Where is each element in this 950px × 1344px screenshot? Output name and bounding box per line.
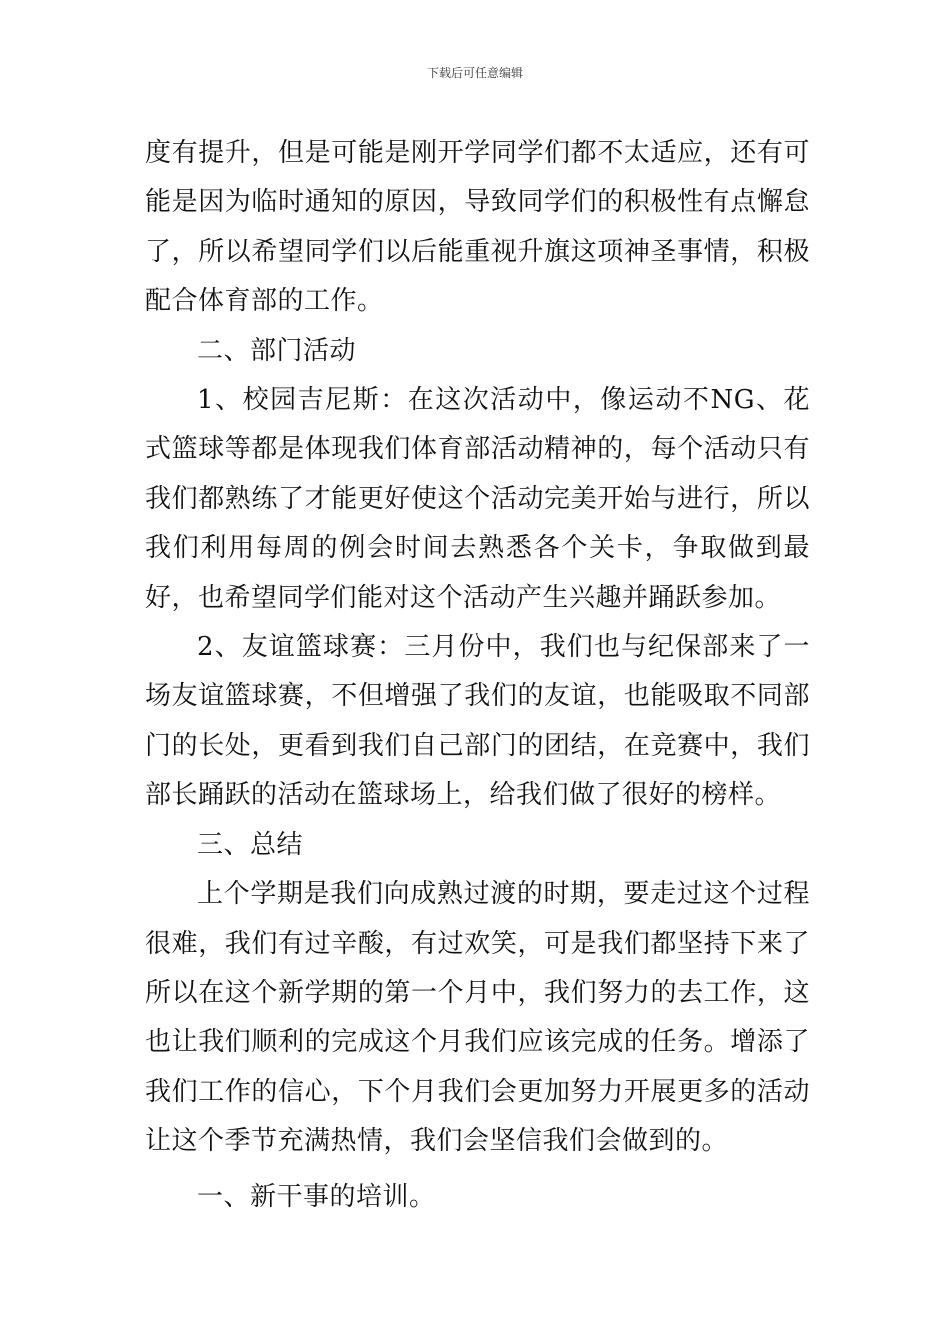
section-heading-new-staff-training: 一、新干事的培训。 <box>197 1181 436 1212</box>
paragraph-friendship-basketball: 2、友谊篮球赛：三月份中，我们也与纪保部来了一场友谊篮球赛，不但增强了我们的友谊，也能吸取不同部门的长处，更看到我们自己部门的团结，在竞赛中，我们部长踊跃的活动在篮球场上，给我们做了很好的榜样。 <box>145 632 810 811</box>
paragraph-campus-guinness: 1、校园吉尼斯：在这次活动中，像运动不NG、花式篮球等都是体现我们体育部活动精神的，每个活动只有我们都熟练了才能更好使这个活动完美开始与进行，所以我们利用每周的例会时间去熟悉各个关卡，争取做到最好，也希望同学们能对这个活动产生兴趣并踊跃参加。 <box>145 385 810 613</box>
paragraph-continuation: 度有提升，但是可能是刚开学同学们都不太适应，还有可能是因为临时通知的原因，导致同学们的积极性有点懈怠了，所以希望同学们以后能重视升旗这项神圣事情，积极配合体育部的工作。 <box>145 138 810 317</box>
header-note: 下载后可任意编辑 <box>426 66 523 80</box>
paragraph-summary: 上个学期是我们向成熟过渡的时期，要走过这个过程很难，我们有过辛酸，有过欢笑，可是我们都坚持下来了所以在这个新学期的第一个月中，我们努力的去工作，这也让我们顺利的完成这个月我们应该完成的任务。增添了我们工作的信心，下个月我们会更加努力开展更多的活动让这个季节充满热情，我们会坚信我们会做到的。 <box>145 879 810 1157</box>
document-body <box>145 129 810 1222</box>
section-heading-department-activities: 二、部门活动 <box>197 335 357 366</box>
section-heading-summary: 三、总结 <box>197 829 304 860</box>
